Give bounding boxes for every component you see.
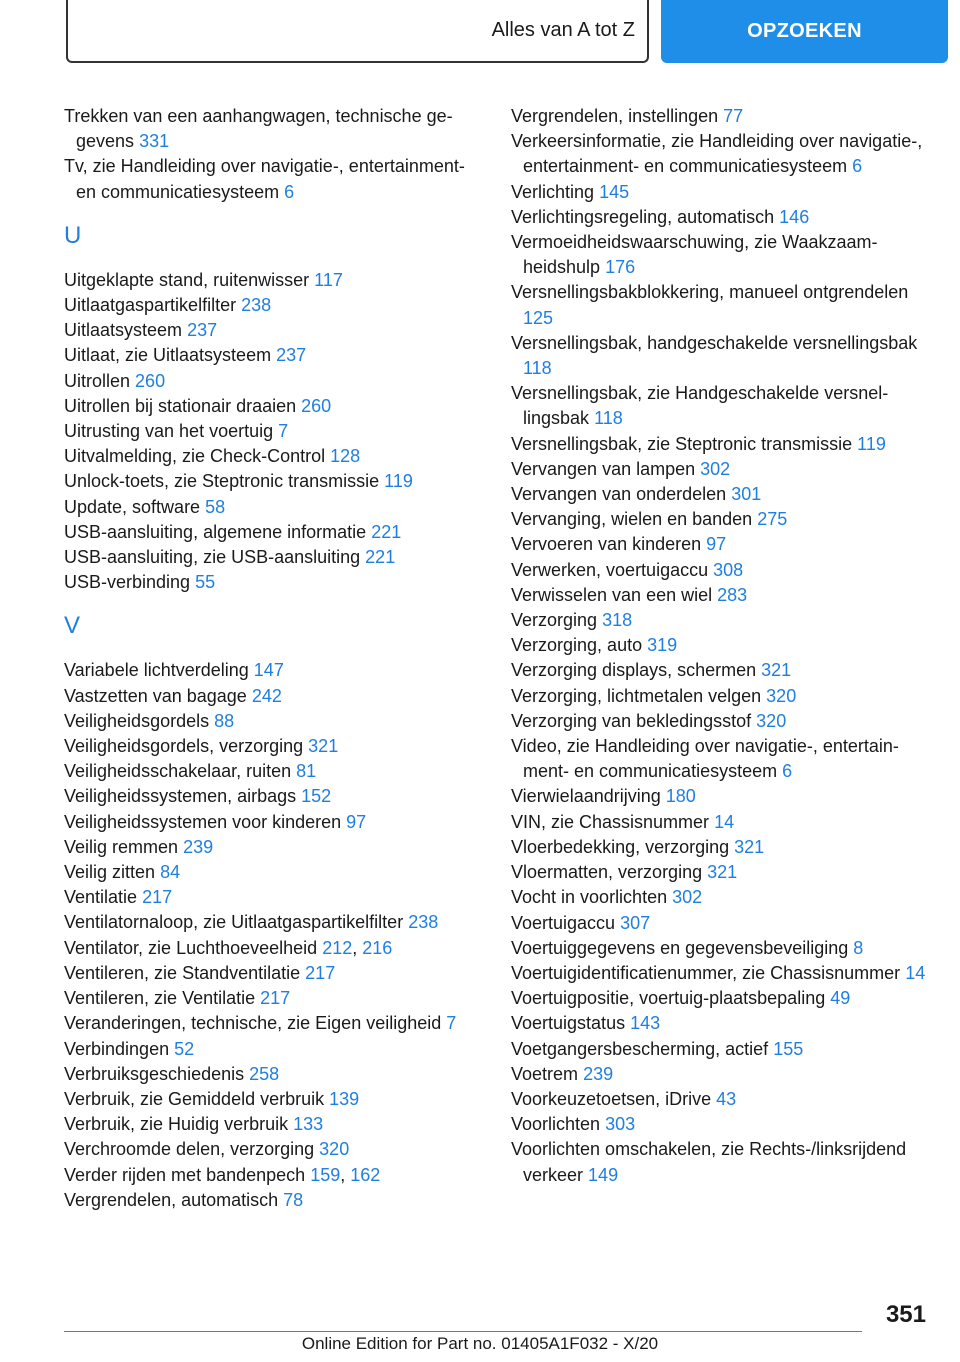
index-entry-text: Veiligheidsschakelaar, ruiten <box>64 761 292 782</box>
index-entry-text: Verbindingen <box>64 1038 170 1059</box>
page-reference-link[interactable]: 133 <box>293 1114 324 1135</box>
footer-edition: Online Edition for Part no. 01405A1F032 - X/20 <box>301 1334 659 1353</box>
index-entry-text: Vergrendelen, automatisch <box>64 1189 279 1210</box>
index-entry-text: Video, zie Handleiding over navigatie-, entertainment- en communicatiesysteem <box>511 736 899 782</box>
page-reference-link[interactable]: 217 <box>305 962 336 983</box>
page-reference-link[interactable]: 216 <box>362 937 393 958</box>
page-reference-link[interactable]: 320 <box>319 1139 350 1160</box>
index-entry <box>511 608 931 633</box>
index-entry-text: Voertuigpositie, voertuig-plaatsbepaling <box>511 988 826 1009</box>
index-entry <box>64 784 484 809</box>
index-entry-text: Uitgeklapte stand, ruitenwisser <box>64 269 310 290</box>
page-reference-link[interactable]: 119 <box>384 471 413 492</box>
index-entry-text: Uitrollen <box>64 370 131 391</box>
index-entry-text: Uitlaatsysteem <box>64 320 183 341</box>
index-entry-text: Ventileren, zie Standventilatie <box>64 962 301 983</box>
page-reference-link[interactable]: 212 <box>322 937 353 958</box>
page-reference-link[interactable]: 320 <box>756 710 787 731</box>
index-entry <box>64 1112 484 1137</box>
page-reference-link[interactable]: 319 <box>647 635 678 656</box>
index-entry-text: Veilig zitten <box>64 862 156 883</box>
index-entry-text: Ventilatornaloop, zie Uitlaatgaspartikelfilter <box>64 912 404 933</box>
index-entry-text: Uitlaat, zie Uitlaatsysteem <box>64 345 272 366</box>
index-entry <box>511 734 931 784</box>
index-entry-text: Voertuigaccu <box>511 912 616 933</box>
index-entry <box>511 709 931 734</box>
page-reference-link[interactable]: 119 <box>857 433 886 454</box>
index-entry-text: Verbruiksgeschiedenis <box>64 1063 245 1084</box>
index-entry-text: Versnellingsbakblokkering, manueel ontgrendelen <box>511 282 909 303</box>
index-entry <box>511 961 931 986</box>
index-entry <box>64 1037 484 1062</box>
page-reference-link[interactable]: 6 <box>852 156 863 177</box>
page-reference-link[interactable]: 239 <box>183 836 214 857</box>
page-reference-link[interactable]: 239 <box>583 1063 614 1084</box>
page-reference-link[interactable]: 318 <box>602 610 633 631</box>
index-entry <box>511 810 931 835</box>
page-reference-link[interactable]: 152 <box>301 786 332 807</box>
index-entry <box>64 343 484 368</box>
index-entry-text: Verkeersinformatie, zie Handleiding over navigatie-, entertainment- en communicatiesysteem <box>511 131 923 177</box>
index-entry-text: Versnellingsbak, zie Handgeschakelde versnellingsbak <box>511 383 889 429</box>
page-reference-link[interactable]: 303 <box>605 1114 636 1135</box>
index-entry <box>511 532 931 557</box>
page-reference-link[interactable]: 237 <box>187 320 218 341</box>
index-entry <box>64 444 484 469</box>
index-entry <box>64 570 484 595</box>
index-entry-text: Vocht in voorlichten <box>511 887 668 908</box>
index-entry-text: Verbruik, zie Huidig verbruik <box>64 1114 289 1135</box>
index-entry-text: Vastzetten van bagage <box>64 685 247 706</box>
index-entry-text: Voertuigidentificatienummer, zie Chassisnummer <box>511 962 901 983</box>
index-entry <box>511 1112 931 1137</box>
index-entry-text: Vloerbedekking, verzorging <box>511 836 730 857</box>
index-entry <box>511 230 931 280</box>
index-entry <box>511 180 931 205</box>
index-entry <box>511 129 931 179</box>
page-reference-link[interactable]: 52 <box>174 1038 195 1059</box>
page-reference-link[interactable]: 88 <box>214 710 235 731</box>
tab-opzoeken-label: OPZOEKEN <box>747 20 862 42</box>
index-entry-text: Vervangen van onderdelen <box>511 484 727 505</box>
index-entry-text: Trekken van een aanhangwagen, technische gegevens <box>64 106 453 152</box>
index-entry-text: Verbruik, zie Gemiddeld verbruik <box>64 1088 325 1109</box>
index-entry-text: Tv, zie Handleiding over navigatie-, entertainment- en communicatiesysteem <box>64 156 465 202</box>
index-entry-text: USB-verbinding <box>64 572 191 593</box>
page-reference-link[interactable]: 8 <box>853 937 864 958</box>
page-reference-link[interactable]: 302 <box>700 458 731 479</box>
index-entry-text: Voetrem <box>511 1063 579 1084</box>
index-entry <box>511 482 931 507</box>
page-reference-link[interactable]: 260 <box>301 395 332 416</box>
index-entry-text: Vloermatten, verzorging <box>511 862 703 883</box>
index-entry <box>511 205 931 230</box>
index-entry <box>511 986 931 1011</box>
index-entry <box>64 369 484 394</box>
page-reference-link[interactable]: 128 <box>330 446 361 467</box>
page-reference-link[interactable]: 77 <box>723 106 744 126</box>
section-letter: U <box>64 221 82 249</box>
index-entry <box>511 911 931 936</box>
index-entry <box>64 394 484 419</box>
index-entry-text: Versnellingsbak, handgeschakelde versnellingsbak <box>511 332 918 353</box>
index-entry <box>511 885 931 910</box>
page-reference-link[interactable]: 258 <box>249 1063 280 1084</box>
page-reference-link[interactable]: 149 <box>588 1164 619 1185</box>
index-entry-text: Vergrendelen, instellingen <box>511 106 719 126</box>
page-reference-link[interactable]: 242 <box>251 685 282 706</box>
index-entry <box>64 154 484 204</box>
index-entry <box>511 936 931 961</box>
index-entry <box>64 268 484 293</box>
page-reference-link[interactable]: 302 <box>672 887 703 908</box>
page-reference-link[interactable]: 143 <box>630 1013 661 1034</box>
index-entry-text: Versnellingsbak, zie Steptronic transmissie <box>511 433 853 454</box>
page-reference-link[interactable]: 6 <box>782 761 793 782</box>
tab-opzoeken[interactable] <box>661 0 948 63</box>
page-reference-link[interactable]: 221 <box>371 521 402 542</box>
index-entry-text: Uitrollen bij stationair draaien <box>64 395 297 416</box>
page-reference-link[interactable]: 180 <box>665 786 696 807</box>
index-entry-text: Verzorging, lichtmetalen velgen <box>511 685 762 706</box>
index-entry-text: Verzorging displays, schermen <box>511 660 757 681</box>
page-reference-link[interactable]: 7 <box>278 421 289 442</box>
index-entry-text: Veiligheidsgordels, verzorging <box>64 736 304 757</box>
page-reference-link[interactable]: 320 <box>766 685 797 706</box>
page-reference-link[interactable]: 118 <box>523 358 552 379</box>
index-entry <box>64 469 484 494</box>
index-entry <box>64 545 484 570</box>
page-reference-link[interactable]: 301 <box>731 484 762 505</box>
page-reference-link[interactable]: 221 <box>365 547 396 568</box>
index-entry-text: Variabele lichtverdeling <box>64 660 249 681</box>
page-reference-link[interactable]: 321 <box>707 862 738 883</box>
index-entry-text: Veiligheidssystemen, airbags <box>64 786 297 807</box>
page-reference-link[interactable]: 260 <box>135 370 166 391</box>
index-entry-text: Unlock-toets, zie Steptronic transmissie <box>64 471 380 492</box>
index-entry-text: Vervoeren van kinderen <box>511 534 702 555</box>
index-entry <box>64 104 484 154</box>
index-entry <box>64 709 484 734</box>
index-entry-text: Verzorging <box>511 610 598 631</box>
index-entry <box>64 419 484 444</box>
index-entry <box>511 381 931 431</box>
index-entry <box>511 432 931 457</box>
index-entry <box>511 658 931 683</box>
index-entry-text: USB-aansluiting, zie USB-aansluiting <box>64 547 361 568</box>
index-entry-text: Verlichtingsregeling, automatisch <box>511 206 775 227</box>
page-reference-link[interactable]: 217 <box>142 887 173 908</box>
index-entry: Ventilator, zie Luchthoeveelheid 212, 216 <box>64 937 393 958</box>
index-entry-text: Verlichting <box>511 181 595 202</box>
index-entry-text: Verchroomde delen, verzorging <box>64 1139 315 1160</box>
index-entry <box>64 1188 484 1213</box>
index-entry <box>64 734 484 759</box>
page-reference-link[interactable]: 43 <box>716 1088 737 1109</box>
index-entry <box>64 495 484 520</box>
index-entry <box>64 759 484 784</box>
page-reference-link[interactable]: 159 <box>310 1164 341 1185</box>
index-entry-text: Veilig remmen <box>64 836 179 857</box>
index-column-right <box>511 104 931 1188</box>
index-entry <box>64 684 484 709</box>
page-reference-link[interactable]: 237 <box>276 345 307 366</box>
index-entry-text: Verzorging van bekledingsstof <box>511 710 752 731</box>
index-entry-text: Ventilator, zie Luchthoeveelheid <box>64 937 318 958</box>
index-entry <box>64 318 484 343</box>
page-reference-link[interactable]: 331 <box>139 131 170 152</box>
index-entry <box>64 885 484 910</box>
index-entry <box>64 1087 484 1112</box>
section-letter: V <box>64 612 81 640</box>
index-entry <box>64 961 484 986</box>
index-entry-text: Uitlaatgaspartikelfilter <box>64 295 237 316</box>
page-reference-link[interactable]: 217 <box>260 988 291 1009</box>
index-entry-text: Veiligheidssystemen voor kinderen <box>64 811 342 832</box>
index-entry-text: Vermoeidheidswaarschuwing, zie Waakzaamheidshulp <box>511 232 878 278</box>
page-reference-link[interactable]: 146 <box>779 206 810 227</box>
index-entry <box>511 835 931 860</box>
page-reference-link[interactable]: 238 <box>408 912 439 933</box>
index-entry-text: Verzorging, auto <box>511 635 643 656</box>
index-entry <box>64 986 484 1011</box>
index-entry <box>64 520 484 545</box>
index-entry <box>511 1087 931 1112</box>
page-reference-link[interactable]: 321 <box>734 836 765 857</box>
index-entry <box>511 1062 931 1087</box>
index-entry <box>511 1037 931 1062</box>
page-reference-link[interactable]: 155 <box>773 1038 804 1059</box>
index-entry <box>511 507 931 532</box>
index-entry-text: Voorlichten omschakelen, zie Rechts-/linksrijdend verkeer <box>511 1139 907 1185</box>
index-entry <box>511 1137 931 1187</box>
page-reference-link[interactable]: 321 <box>308 736 339 757</box>
page-reference-link[interactable]: 14 <box>714 811 735 832</box>
index-entry <box>64 860 484 885</box>
page-reference-link[interactable]: 307 <box>620 912 651 933</box>
page-reference-link[interactable]: 81 <box>296 761 317 782</box>
index-entry-text: Vervanging, wielen en banden <box>511 509 753 530</box>
page-reference-link[interactable]: 117 <box>314 269 343 290</box>
index-entry-text: Vierwielaandrijving <box>511 786 661 807</box>
page-reference-link[interactable]: 7 <box>446 1013 457 1034</box>
page-reference-link[interactable]: 238 <box>241 295 272 316</box>
index-entry <box>511 860 931 885</box>
page-reference-link[interactable]: 145 <box>599 181 630 202</box>
footer-divider <box>64 1331 862 1332</box>
page-reference-link[interactable]: 139 <box>329 1088 360 1109</box>
page-reference-link[interactable]: 84 <box>160 862 181 883</box>
index-entry <box>511 331 931 381</box>
index-entry-text: Uitrusting van het voertuig <box>64 421 274 442</box>
index-entry <box>64 1011 484 1036</box>
index-entry <box>511 104 931 129</box>
index-entry-text: Verwerken, voertuigaccu <box>511 559 709 580</box>
page-reference-link[interactable]: 118 <box>594 408 623 429</box>
page-reference-link[interactable]: 14 <box>905 962 926 983</box>
page-reference-link[interactable]: 321 <box>761 660 792 681</box>
index-entry <box>511 633 931 658</box>
page-reference-link[interactable]: 6 <box>284 181 295 202</box>
page-reference-link[interactable]: 97 <box>346 811 367 832</box>
index-entry-text: Voorlichten <box>511 1114 601 1135</box>
index-entry-text: Ventileren, zie Ventilatie <box>64 988 256 1009</box>
index-entry-text: Update, software <box>64 496 201 517</box>
index-entry <box>511 684 931 709</box>
index-entry <box>64 835 484 860</box>
index-entry <box>511 280 931 330</box>
index-entry-text: Voertuigstatus <box>511 1013 626 1034</box>
index-entry-text: VIN, zie Chassisnummer <box>511 811 710 832</box>
page-reference-link[interactable]: 55 <box>195 572 216 593</box>
index-entry-text: Vervangen van lampen <box>511 458 696 479</box>
page-reference-link[interactable]: 97 <box>706 534 727 555</box>
page-reference-link[interactable]: 162 <box>350 1164 381 1185</box>
index-entry <box>511 1011 931 1036</box>
index-entry <box>511 583 931 608</box>
index-entry: Verder rijden met bandenpech 159, 162 <box>64 1164 381 1185</box>
page-reference-link[interactable]: 275 <box>757 509 788 530</box>
index-entry <box>511 457 931 482</box>
page-reference-link[interactable]: 125 <box>523 307 554 328</box>
index-entry-text: Verder rijden met bandenpech <box>64 1164 306 1185</box>
page-number: 351 <box>885 1301 926 1328</box>
index-entry-text: USB-aansluiting, algemene informatie <box>64 521 367 542</box>
index-entry-text: Voorkeuzetoetsen, iDrive <box>511 1088 712 1109</box>
index-entry-text: Voertuiggegevens en gegevensbeveiliging <box>511 937 849 958</box>
index-entry <box>64 1062 484 1087</box>
index-entry-text: Veiligheidsgordels <box>64 710 210 731</box>
index-column-left <box>64 104 484 1213</box>
tab-alles-van-a-tot-z[interactable] <box>66 0 649 63</box>
index-entry <box>64 910 484 935</box>
page-reference-link[interactable]: 78 <box>283 1189 304 1210</box>
tab-alles-label: Alles van A tot Z <box>491 19 635 41</box>
index-entry-text: Voetgangersbescherming, actief <box>511 1038 769 1059</box>
index-entry <box>64 1137 484 1162</box>
index-entry-text: Uitvalmelding, zie Check-Control <box>64 446 326 467</box>
page-reference-link[interactable]: 283 <box>717 584 748 605</box>
index-entry <box>511 558 931 583</box>
index-entry-text: Ventilatie <box>64 887 138 908</box>
page-reference-link[interactable]: 308 <box>713 559 744 580</box>
index-entry <box>64 810 484 835</box>
index-entry <box>511 784 931 809</box>
index-entry-text: Verwisselen van een wiel <box>511 584 713 605</box>
page-reference-link[interactable]: 176 <box>605 257 636 278</box>
index-entry <box>64 293 484 318</box>
index-entry-text: Veranderingen, technische, zie Eigen veiligheid <box>64 1013 442 1034</box>
page-reference-link[interactable]: 58 <box>205 496 226 517</box>
index-entry <box>64 658 484 683</box>
page-reference-link[interactable]: 49 <box>830 988 851 1009</box>
page-reference-link[interactable]: 147 <box>253 660 284 681</box>
